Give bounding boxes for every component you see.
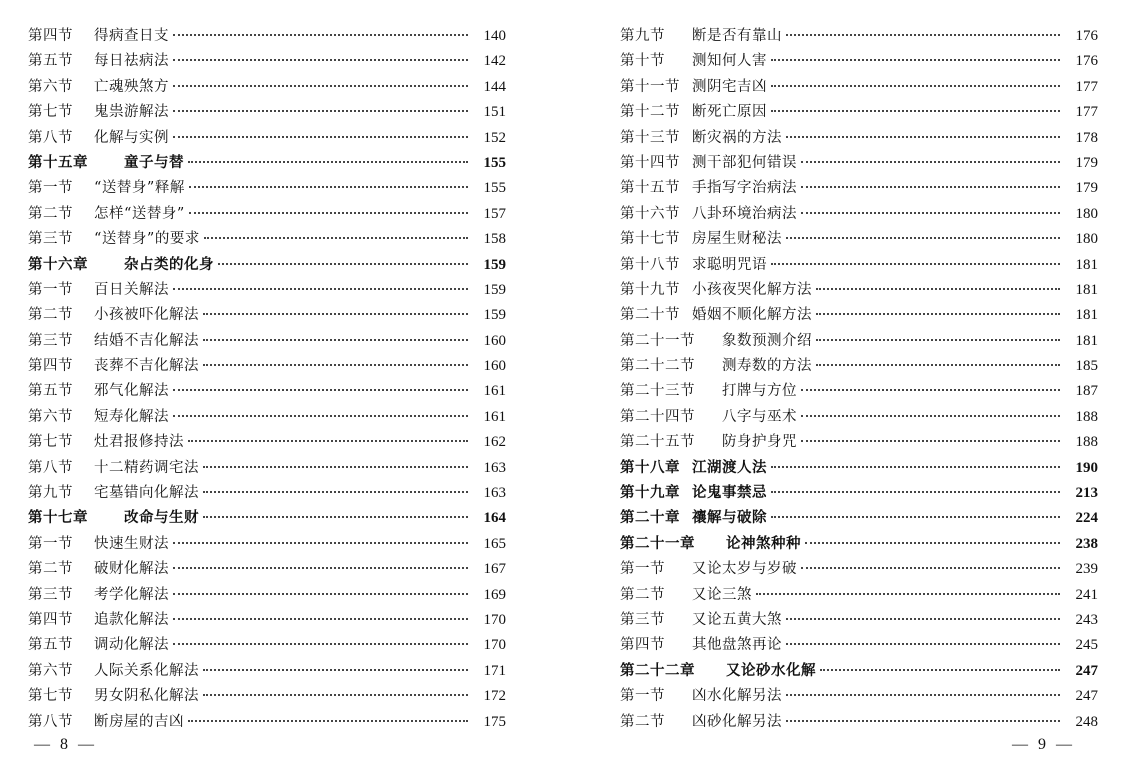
toc-section-row <box>28 49 506 74</box>
toc-title: 又论三煞 <box>692 586 752 603</box>
dot-leader <box>203 339 468 341</box>
toc-title: 八字与巫术 <box>722 408 797 425</box>
dot-leader <box>173 389 468 391</box>
toc-title: 亡魂殃煞方 <box>94 78 169 95</box>
toc-title: 又论五黄大煞 <box>692 611 782 628</box>
toc-title: 童子与替 <box>124 153 184 171</box>
dot-leader <box>786 720 1060 722</box>
toc-chapter-row <box>28 253 506 278</box>
toc-title: 百日关解法 <box>94 281 169 298</box>
toc-title: 婚姻不顺化解方法 <box>692 307 812 324</box>
toc-page-number: 164 <box>483 510 506 527</box>
dot-leader <box>801 212 1060 214</box>
toc-label: 第二节 <box>28 561 73 578</box>
toc-section-row <box>28 227 506 252</box>
toc-section-row <box>28 456 506 481</box>
toc-label: 第一节 <box>28 535 73 552</box>
dot-leader <box>204 237 468 239</box>
toc-section-row <box>28 176 506 201</box>
toc-section-row <box>28 329 506 354</box>
dot-leader <box>189 212 468 214</box>
dot-leader <box>771 85 1060 87</box>
toc-label: 第二十二章 <box>620 661 695 679</box>
toc-section-row <box>28 379 506 404</box>
dot-leader <box>173 136 468 138</box>
toc-title: 化解与实例 <box>94 129 169 146</box>
toc-section-row <box>28 532 506 557</box>
dot-leader <box>203 313 468 315</box>
toc-label: 第七节 <box>28 434 73 451</box>
toc-label: 第六节 <box>28 78 73 95</box>
toc-page-number: 188 <box>1075 408 1098 425</box>
toc-title: 又论太岁与岁破 <box>692 561 797 578</box>
toc-page-number: 187 <box>1075 383 1098 400</box>
toc-page-number: 175 <box>483 713 506 730</box>
dot-leader <box>203 516 468 518</box>
toc-label: 第二节 <box>620 586 665 603</box>
dot-leader <box>771 263 1060 265</box>
toc-label: 第二十一章 <box>620 534 695 552</box>
toc-title: 手指写字治病法 <box>692 180 797 197</box>
page-number-left: — 8 — <box>34 736 97 753</box>
dot-leader <box>203 491 468 493</box>
toc-page-number: 163 <box>483 459 506 476</box>
toc-label: 第十四节 <box>620 154 680 171</box>
toc-label: 第十六节 <box>620 205 680 222</box>
toc-title: 断死亡原因 <box>692 104 767 121</box>
toc-page-number: 170 <box>483 637 506 654</box>
toc-page-number: 224 <box>1075 510 1098 527</box>
toc-section-row <box>620 633 1098 658</box>
toc-label: 第四节 <box>28 611 73 628</box>
right-page-toc <box>620 24 1098 735</box>
toc-section-row <box>620 405 1098 430</box>
toc-label: 第十一节 <box>620 78 680 95</box>
toc-chapter-row <box>620 659 1098 684</box>
toc-title: 断是否有靠山 <box>692 28 782 44</box>
toc-title: 测干部犯何错误 <box>692 154 797 171</box>
toc-section-row <box>28 278 506 303</box>
toc-title: 十二精药调宅法 <box>94 459 199 476</box>
toc-section-row <box>620 303 1098 328</box>
toc-label: 第三节 <box>28 586 73 603</box>
toc-section-row <box>28 633 506 658</box>
toc-title: 其他盘煞再论 <box>692 637 782 654</box>
toc-section-row <box>620 430 1098 455</box>
dot-leader <box>173 567 468 569</box>
dot-leader <box>173 593 468 595</box>
toc-section-row <box>28 608 506 633</box>
toc-section-row <box>620 151 1098 176</box>
dot-leader <box>771 516 1060 518</box>
toc-title: 又论砂水化解 <box>726 661 816 679</box>
toc-page-number: 213 <box>1075 485 1098 502</box>
toc-label: 第一节 <box>620 561 665 578</box>
toc-title: 论神煞种种 <box>726 534 801 552</box>
toc-section-row <box>620 379 1098 404</box>
toc-section-row <box>28 75 506 100</box>
toc-page-number: 169 <box>483 586 506 603</box>
toc-title: 凶水化解另法 <box>692 688 782 705</box>
toc-page-number: 178 <box>1075 129 1098 146</box>
toc-section-row <box>28 24 506 49</box>
toc-label: 第四节 <box>28 358 73 375</box>
toc-title: 防身护身咒 <box>722 434 797 451</box>
toc-section-row <box>620 253 1098 278</box>
toc-label: 第二十节 <box>620 307 680 324</box>
dot-leader <box>173 34 468 36</box>
toc-page-number: 180 <box>1075 231 1098 248</box>
toc-page-number: 159 <box>483 256 506 273</box>
toc-page-number: 170 <box>483 611 506 628</box>
toc-title: 测知何人害 <box>692 53 767 70</box>
toc-label: 第十六章 <box>28 255 88 273</box>
dot-leader <box>786 136 1060 138</box>
dot-leader <box>173 618 468 620</box>
toc-page-number: 157 <box>483 205 506 222</box>
toc-label: 第十节 <box>620 53 665 70</box>
dot-leader <box>816 313 1060 315</box>
toc-label: 第十八节 <box>620 256 680 273</box>
toc-section-row <box>28 659 506 684</box>
toc-label: 第八节 <box>28 713 73 730</box>
toc-page-number: 177 <box>1075 104 1098 121</box>
toc-page-number: 158 <box>483 231 506 248</box>
toc-label: 第四节 <box>28 28 73 44</box>
left-page-toc <box>28 24 506 735</box>
toc-page-number: 165 <box>483 535 506 552</box>
toc-title: 鬼祟游解法 <box>94 104 169 121</box>
toc-chapter-row <box>620 456 1098 481</box>
dot-leader <box>771 491 1060 493</box>
dot-leader <box>188 440 468 442</box>
toc-section-row <box>28 202 506 227</box>
toc-chapter-row <box>620 532 1098 557</box>
toc-page-number: 142 <box>483 53 506 70</box>
toc-section-row <box>620 49 1098 74</box>
toc-page-number: 179 <box>1075 180 1098 197</box>
toc-label: 第七节 <box>28 688 73 705</box>
toc-title: 男女阴私化解法 <box>94 688 199 705</box>
toc-title: 房屋生财秘法 <box>692 231 782 248</box>
toc-label: 第十二节 <box>620 104 680 121</box>
toc-label: 第六节 <box>28 408 73 425</box>
toc-section-row <box>620 75 1098 100</box>
toc-title: 测阴宅吉凶 <box>692 78 767 95</box>
toc-section-row <box>28 354 506 379</box>
page-number-right: — 9 — <box>1012 736 1075 753</box>
toc-page-number: 161 <box>483 383 506 400</box>
toc-title: 宅墓错向化解法 <box>94 485 199 502</box>
toc-title: 八卦环境治病法 <box>692 205 797 222</box>
dot-leader <box>816 364 1060 366</box>
toc-title: 结婚不吉化解法 <box>94 332 199 349</box>
dot-leader <box>801 567 1060 569</box>
toc-page-number: 181 <box>1075 332 1098 349</box>
toc-section-row <box>28 126 506 151</box>
toc-label: 第九节 <box>28 485 73 502</box>
dot-leader <box>801 415 1060 417</box>
toc-title: 禳解与破除 <box>692 509 767 527</box>
toc-page-number: 155 <box>483 154 506 171</box>
toc-page-number: 239 <box>1075 561 1098 578</box>
toc-chapter-row <box>28 151 506 176</box>
toc-page-number: 151 <box>483 104 506 121</box>
dot-leader <box>173 110 468 112</box>
toc-section-row <box>620 278 1098 303</box>
toc-title: 打牌与方位 <box>722 383 797 400</box>
toc-label: 第十九节 <box>620 281 680 298</box>
dot-leader <box>801 440 1060 442</box>
dot-leader <box>173 643 468 645</box>
toc-label: 第十八章 <box>620 458 680 476</box>
toc-page-number: 161 <box>483 408 506 425</box>
toc-label: 第二十章 <box>620 509 680 527</box>
toc-title: 丧葬不吉化解法 <box>94 358 199 375</box>
dot-leader <box>771 59 1060 61</box>
toc-title: 人际关系化解法 <box>94 662 199 679</box>
dot-leader <box>801 389 1060 391</box>
toc-page-number: 185 <box>1075 358 1098 375</box>
toc-section-row <box>28 684 506 709</box>
toc-title: 破财化解法 <box>94 561 169 578</box>
toc-page-number: 176 <box>1075 53 1098 70</box>
dot-leader <box>816 339 1060 341</box>
dot-leader <box>816 288 1060 290</box>
toc-label: 第十三节 <box>620 129 680 146</box>
toc-section-row <box>620 227 1098 252</box>
toc-section-row <box>28 100 506 125</box>
toc-page-number: 247 <box>1075 688 1098 705</box>
toc-title: 测寿数的方法 <box>722 358 812 375</box>
toc-page-number: 140 <box>483 28 506 44</box>
toc-section-row <box>620 354 1098 379</box>
toc-page-number: 172 <box>483 688 506 705</box>
toc-section-row <box>620 710 1098 735</box>
toc-title: 每日祛病法 <box>94 53 169 70</box>
toc-page-number: 180 <box>1075 205 1098 222</box>
toc-page-number: 188 <box>1075 434 1098 451</box>
toc-title: 断灾祸的方法 <box>692 129 782 146</box>
toc-page-number: 181 <box>1075 256 1098 273</box>
dot-leader <box>188 161 468 163</box>
toc-label: 第二十五节 <box>620 434 695 451</box>
toc-page-number: 179 <box>1075 154 1098 171</box>
toc-title: 断房屋的吉凶 <box>94 713 184 730</box>
toc-page-number: 248 <box>1075 713 1098 730</box>
toc-label: 第五节 <box>28 383 73 400</box>
toc-title: 小孩被吓化解法 <box>94 307 199 324</box>
toc-label: 第十九章 <box>620 484 680 502</box>
toc-section-row <box>28 405 506 430</box>
toc-chapter-row <box>620 481 1098 506</box>
toc-label: 第七节 <box>28 104 73 121</box>
toc-label: 第一节 <box>28 281 73 298</box>
toc-label: 第三节 <box>28 332 73 349</box>
toc-label: 第一节 <box>620 688 665 705</box>
toc-label: 第二十三节 <box>620 383 695 400</box>
toc-page-number: 160 <box>483 332 506 349</box>
dot-leader <box>173 542 468 544</box>
toc-label: 第四节 <box>620 637 665 654</box>
toc-title: 调动化解法 <box>94 637 169 654</box>
toc-label: 第二十四节 <box>620 408 695 425</box>
dot-leader <box>801 161 1060 163</box>
toc-section-row <box>620 557 1098 582</box>
toc-section-row <box>620 583 1098 608</box>
toc-label: 第十七章 <box>28 509 88 527</box>
toc-section-row <box>28 303 506 328</box>
dot-leader <box>203 364 468 366</box>
toc-page-number: 159 <box>483 307 506 324</box>
toc-label: 第二节 <box>28 307 73 324</box>
dot-leader <box>173 59 468 61</box>
toc-section-row <box>620 24 1098 49</box>
toc-page-number: 181 <box>1075 281 1098 298</box>
toc-section-row <box>28 481 506 506</box>
toc-title: 凶砂化解另法 <box>692 713 782 730</box>
toc-page-number: 152 <box>483 129 506 146</box>
dot-leader <box>188 720 468 722</box>
toc-page-number: 171 <box>483 662 506 679</box>
toc-title: 江湖渡人法 <box>692 458 767 476</box>
toc-title: 求聪明咒语 <box>692 256 767 273</box>
toc-section-row <box>28 557 506 582</box>
toc-page-number: 155 <box>483 180 506 197</box>
toc-page-number: 176 <box>1075 28 1098 44</box>
toc-page-number: 163 <box>483 485 506 502</box>
toc-page-number: 241 <box>1075 586 1098 603</box>
toc-label: 第十五节 <box>620 180 680 197</box>
toc-section-row <box>28 583 506 608</box>
toc-page-number: 159 <box>483 281 506 298</box>
toc-section-row <box>620 202 1098 227</box>
toc-label: 第二十二节 <box>620 358 695 375</box>
toc-section-row <box>28 710 506 735</box>
dot-leader <box>203 694 468 696</box>
toc-page-number: 245 <box>1075 637 1098 654</box>
dot-leader <box>786 618 1060 620</box>
toc-chapter-row <box>28 506 506 531</box>
dot-leader <box>218 263 468 265</box>
toc-label: 第三节 <box>28 231 73 248</box>
dot-leader <box>203 466 468 468</box>
toc-section-row <box>620 608 1098 633</box>
toc-label: 第九节 <box>620 28 665 44</box>
dot-leader <box>801 186 1060 188</box>
toc-title: 灶君报修持法 <box>94 434 184 451</box>
toc-title: 小孩夜哭化解方法 <box>692 281 812 298</box>
toc-label: 第三节 <box>620 611 665 628</box>
dot-leader <box>786 34 1060 36</box>
toc-label: 第十五章 <box>28 153 88 171</box>
toc-title: “送替身”的要求 <box>94 231 200 248</box>
dot-leader <box>786 237 1060 239</box>
toc-label: 第八节 <box>28 459 73 476</box>
dot-leader <box>786 643 1060 645</box>
toc-page-number: 162 <box>483 434 506 451</box>
dot-leader <box>173 85 468 87</box>
dot-leader <box>805 542 1060 544</box>
dot-leader <box>771 110 1060 112</box>
toc-title: 邪气化解法 <box>94 383 169 400</box>
toc-page-number: 160 <box>483 358 506 375</box>
toc-page-number: 181 <box>1075 307 1098 324</box>
toc-page-number: 144 <box>483 78 506 95</box>
toc-title: “送替身”释解 <box>94 180 185 197</box>
toc-label: 第二十一节 <box>620 332 695 349</box>
dot-leader <box>771 466 1060 468</box>
dot-leader <box>756 593 1060 595</box>
toc-title: 杂占类的化身 <box>124 255 214 273</box>
toc-page-number: 190 <box>1075 459 1098 476</box>
toc-page-number: 238 <box>1075 535 1098 552</box>
toc-section-row <box>620 329 1098 354</box>
dot-leader <box>820 669 1060 671</box>
dot-leader <box>786 694 1060 696</box>
toc-title: 象数预测介绍 <box>722 332 812 349</box>
toc-label: 第十七节 <box>620 231 680 248</box>
toc-page-number: 177 <box>1075 78 1098 95</box>
toc-chapter-row <box>620 506 1098 531</box>
toc-label: 第五节 <box>28 53 73 70</box>
toc-title: 怎样“送替身” <box>94 205 185 222</box>
toc-title: 快速生财法 <box>94 535 169 552</box>
toc-section-row <box>620 100 1098 125</box>
toc-title: 考学化解法 <box>94 586 169 603</box>
toc-label: 第一节 <box>28 180 73 197</box>
toc-label: 第二节 <box>28 205 73 222</box>
toc-label: 第二节 <box>620 713 665 730</box>
toc-title: 追款化解法 <box>94 611 169 628</box>
toc-title: 短寿化解法 <box>94 408 169 425</box>
dot-leader <box>189 186 468 188</box>
toc-label: 第六节 <box>28 662 73 679</box>
toc-page-number: 167 <box>483 561 506 578</box>
toc-page-number: 247 <box>1075 662 1098 679</box>
dot-leader <box>173 415 468 417</box>
toc-section-row <box>28 430 506 455</box>
toc-title: 论鬼事禁忌 <box>692 484 767 502</box>
dot-leader <box>203 669 468 671</box>
toc-section-row <box>620 684 1098 709</box>
toc-page-number: 243 <box>1075 611 1098 628</box>
toc-title: 得病查日支 <box>94 28 169 44</box>
toc-section-row <box>620 176 1098 201</box>
toc-title: 改命与生财 <box>124 509 199 527</box>
toc-label: 第八节 <box>28 129 73 146</box>
toc-label: 第五节 <box>28 637 73 654</box>
dot-leader <box>173 288 468 290</box>
toc-section-row <box>620 126 1098 151</box>
